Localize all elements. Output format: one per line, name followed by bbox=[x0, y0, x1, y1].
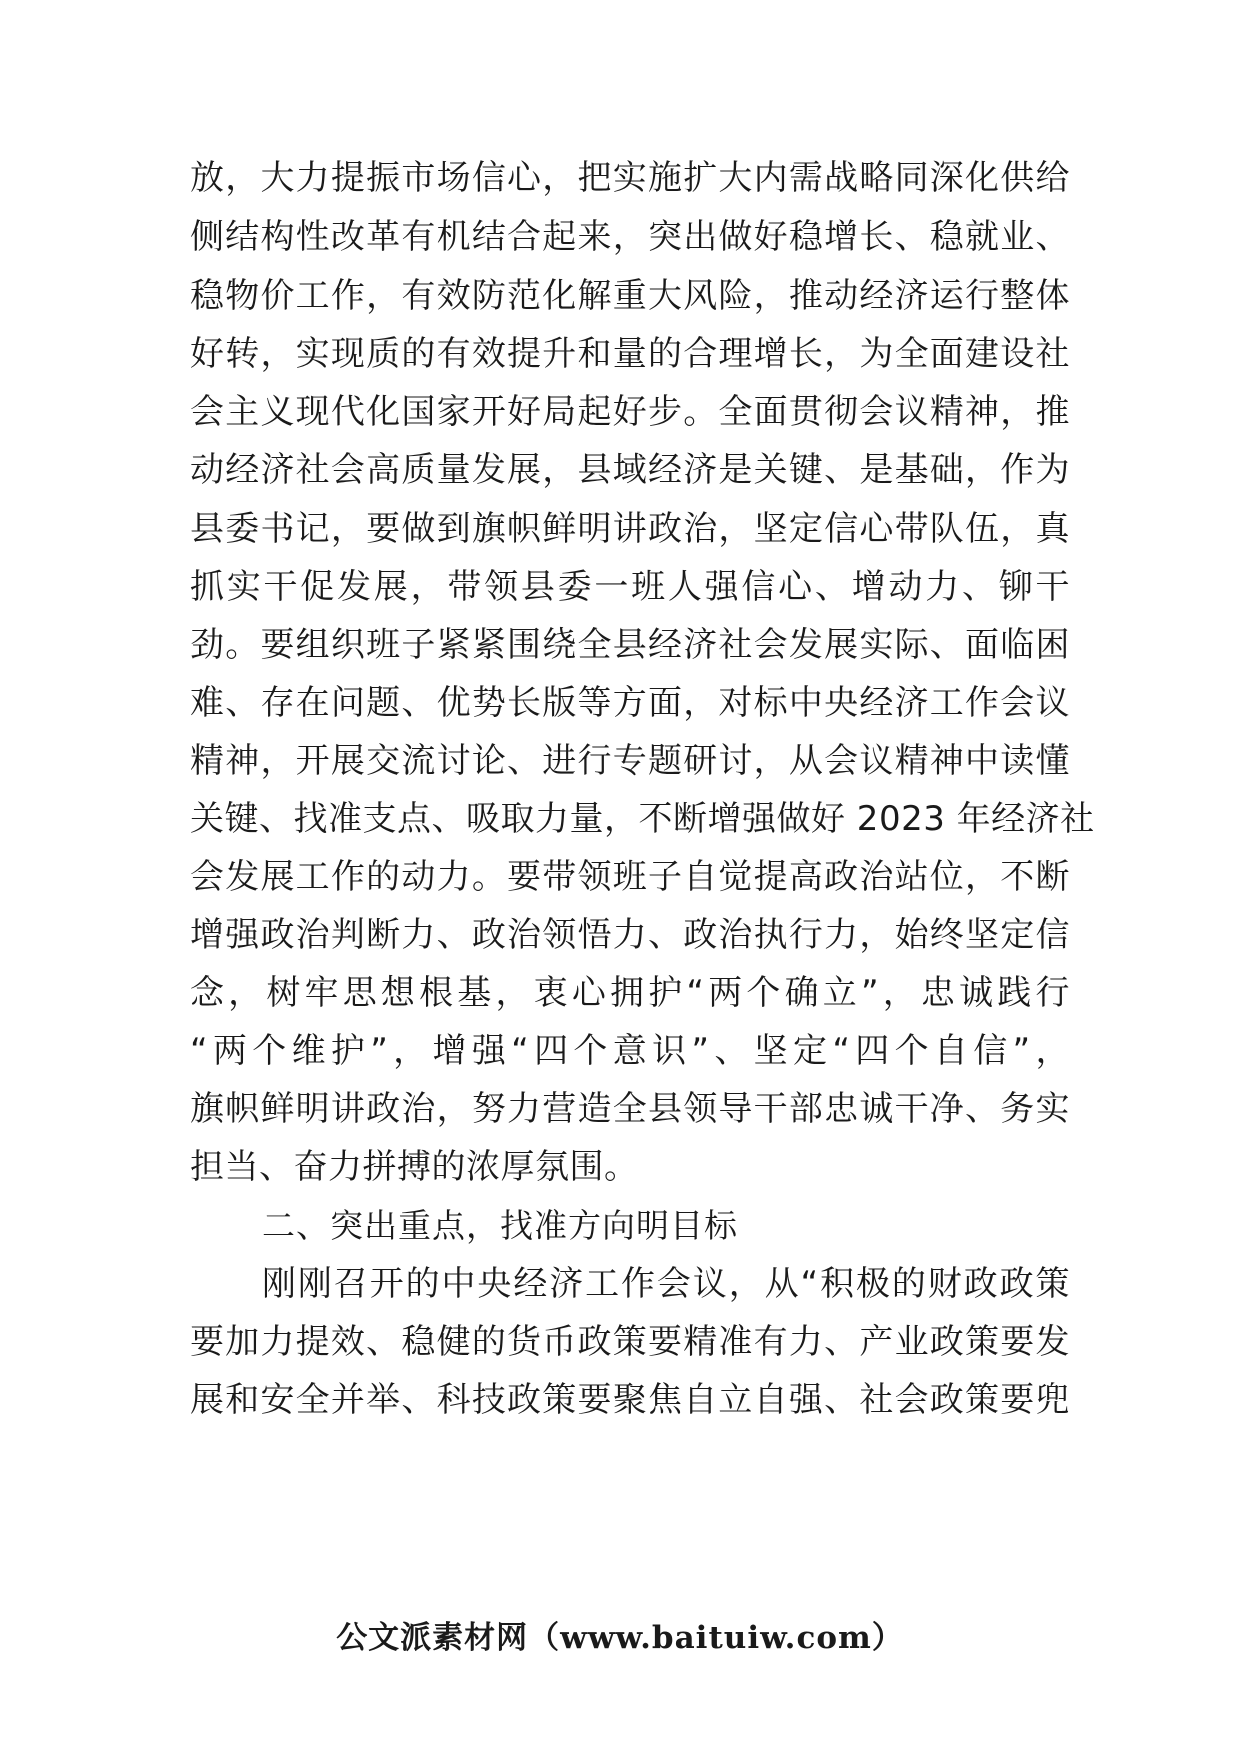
body-text-line: 难、存在问题、优势长版等方面，对标中央经济工作会议 bbox=[190, 683, 1070, 723]
body-text-line: 精神，开展交流讨论、进行专题研讨，从会议精神中读懂 bbox=[190, 741, 1070, 781]
body-text-line: 劲。要组织班子紧紧围绕全县经济社会发展实际、面临困 bbox=[190, 625, 1070, 665]
body-text-line: 展和安全并举、科技政策要聚焦自立自强、社会政策要兜 bbox=[190, 1380, 1070, 1420]
body-text-line: 旗帜鲜明讲政治，努力营造全县领导干部忠诚干净、务实 bbox=[190, 1089, 1070, 1129]
body-text-line: 侧结构性改革有机结合起来，突出做好稳增长、稳就业、 bbox=[190, 217, 1070, 257]
body-text-line: 动经济社会高质量发展，县域经济是关键、是基础，作为 bbox=[190, 450, 1070, 490]
body-text-line: 稳物价工作，有效防范化解重大风险，推动经济运行整体 bbox=[190, 276, 1070, 316]
body-text-line: 要加力提效、稳健的货币政策要精准有力、产业政策要发 bbox=[190, 1322, 1070, 1362]
body-text-line-last: 担当、奋力拼搏的浓厚氛围。 bbox=[190, 1147, 639, 1187]
body-text-line: “两个维护”，增强“四个意识”、坚定“四个自信”， bbox=[190, 1031, 1070, 1071]
body-text-line: 会发展工作的动力。要带领班子自觉提高政治站位，不断 bbox=[190, 857, 1070, 897]
footer-source-text: 公文派素材网（www.baituiw.com） bbox=[336, 1620, 904, 1656]
body-text-line: 关键、找准支点、吸取力量，不断增强做好 2023 年经济社 bbox=[190, 799, 1095, 839]
body-text-line: 会主义现代化国家开好局起好步。全面贯彻会议精神，推 bbox=[190, 392, 1070, 432]
body-text-line: 放，大力提振市场信心，把实施扩大内需战略同深化供给 bbox=[190, 158, 1070, 198]
body-text-line: 念，树牢思想根基，衷心拥护“两个确立”，忠诚践行 bbox=[190, 973, 1070, 1013]
body-text-line: 好转，实现质的有效提升和量的合理增长，为全面建设社 bbox=[190, 334, 1070, 374]
body-text-line: 抓实干促发展，带领县委一班人强信心、增动力、铆干 bbox=[190, 567, 1070, 607]
body-text-line: 增强政治判断力、政治领悟力、政治执行力，始终坚定信 bbox=[190, 915, 1070, 955]
section-heading: 二、突出重点，找准方向明目标 bbox=[262, 1206, 738, 1245]
body-text-line: 县委书记，要做到旗帜鲜明讲政治，坚定信心带队伍，真 bbox=[190, 509, 1070, 549]
body-text-line-indented: 刚刚召开的中央经济工作会议，从“积极的财政政策 bbox=[262, 1264, 1070, 1304]
